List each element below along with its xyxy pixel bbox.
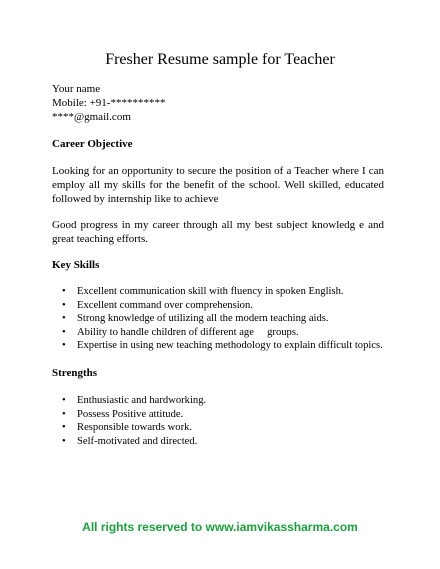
bullet-icon: • bbox=[62, 408, 66, 420]
list-item-text: Possess Positive attitude. bbox=[77, 408, 184, 420]
bullet-icon: • bbox=[62, 435, 66, 447]
list-item-text: Strong knowledge of utilizing all the modern teaching aids. bbox=[77, 313, 329, 325]
key-skills-heading: Key Skills bbox=[52, 259, 100, 271]
list-item-text: Excellent communication skill with fluency in spoken English. bbox=[77, 286, 344, 297]
list-item-text: Expertise in using new teaching methodology to explain difficult topics. bbox=[77, 340, 383, 352]
bullet-icon: • bbox=[62, 422, 66, 434]
strengths-heading: Strengths bbox=[52, 367, 98, 379]
bullet-icon: • bbox=[62, 395, 66, 406]
career-objective-heading: Career Objective bbox=[52, 138, 133, 150]
list-item bbox=[52, 339, 383, 353]
list-item-text: Ability to handle children of different age groups. bbox=[77, 326, 299, 338]
list-item bbox=[52, 299, 383, 313]
bullet-icon: • bbox=[62, 313, 66, 325]
list-item-text: Excellent command over comprehension. bbox=[77, 299, 253, 311]
contact-mobile: Mobile: +91-********** bbox=[52, 97, 166, 109]
list-item bbox=[52, 312, 383, 326]
key-skills-list bbox=[52, 285, 383, 353]
bullet-icon: • bbox=[62, 299, 66, 311]
contact-email: ****@gmail.com bbox=[52, 111, 131, 123]
list-item bbox=[52, 421, 206, 435]
list-item-text: Enthusiastic and hardworking. bbox=[77, 395, 207, 406]
strengths-list bbox=[52, 394, 206, 448]
footer-copyright: All rights reserved to www.iamvikassharma.com bbox=[82, 520, 358, 534]
list-item bbox=[52, 408, 206, 422]
bullet-icon: • bbox=[62, 286, 66, 297]
list-item bbox=[52, 394, 206, 408]
career-objective-paragraph-2: Good progress in my career through all my best subject knowledg e and great teaching efforts. bbox=[52, 219, 384, 245]
list-item-text: Self-motivated and directed. bbox=[77, 435, 198, 447]
list-item bbox=[52, 285, 383, 299]
contact-name: Your name bbox=[52, 83, 101, 95]
bullet-icon: • bbox=[62, 340, 66, 352]
career-objective-paragraph-1: Looking for an opportunity to secure the position of a Teacher where I can employ all my skills for the benefit of the school. Well skilled, educated followed by internship like to achieve bbox=[52, 165, 384, 205]
bullet-icon: • bbox=[62, 326, 66, 338]
list-item bbox=[52, 435, 206, 449]
list-item-text: Responsible towards work. bbox=[77, 422, 193, 434]
list-item bbox=[52, 326, 383, 340]
contact-block bbox=[52, 82, 165, 124]
document-title: Fresher Resume sample for Teacher bbox=[105, 51, 335, 68]
